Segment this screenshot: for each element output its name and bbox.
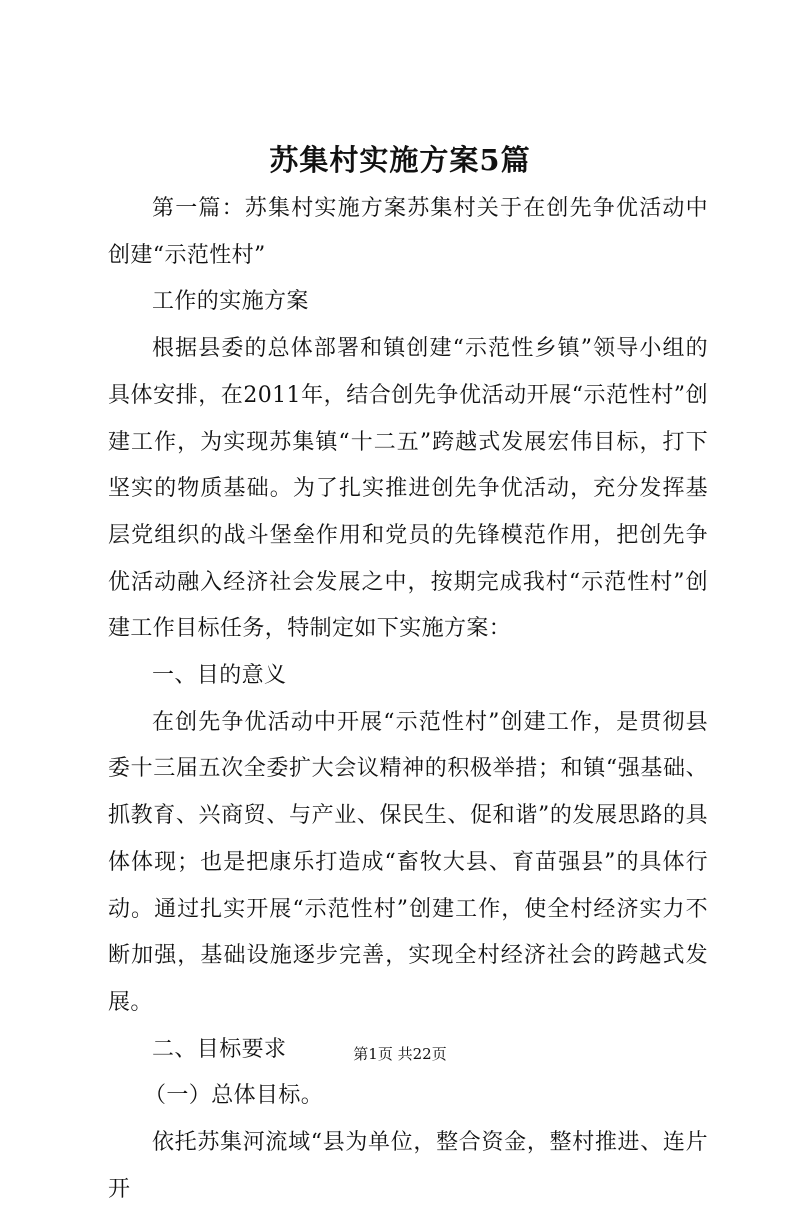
- paragraph-intro: 根据县委的总体部署和镇创建“示范性乡镇”领导小组的具体安排，在2011年，结合创先争优活动开展“示范性村”创建工作，为实现苏集镇“十二五”跨越式发展宏伟目标，打下坚实的物质基础。为了扎实推进创先争优活动，充分发挥基层党组织的战斗堡垒作用和党员的先锋模范作用，把创先争优活动融入经济社会发展之中，按期完成我村“示范性村”创建工作目标任务，特制定如下实施方案：: [108, 336, 708, 642]
- section-heading-purpose: 一、目的意义: [152, 663, 287, 689]
- paragraph-overall-goal: 依托苏集河流域“县为单位，整合资金，整村推进、连片开: [108, 1130, 708, 1202]
- paragraph-purpose: 在创先争优活动中开展“示范性村”创建工作，是贯彻县委十三届五次全委扩大会议精神的积极举措；和镇“强基础、抓教育、兴商贸、与产业、保民生、促和谐”的发展思路的具体体现；也是把康乐打造成“畜牧大县、育苗强县”的具体行动。通过扎实开展“示范性村”创建工作，使全村经济实力不断加强，基础设施逐步完善，实现全村经济社会的跨越式发展。: [108, 709, 708, 1015]
- subsection-heading-overall: （一）总体目标。: [144, 1083, 324, 1109]
- page-number-footer: 第1页 共22页: [353, 1045, 447, 1063]
- paragraph-subheading: 工作的实施方案: [152, 289, 309, 315]
- document-title: 苏集村实施方案5篇: [269, 143, 531, 177]
- section-heading-goals: 二、目标要求: [152, 1036, 287, 1062]
- paragraph-heading-first: 第一篇：苏集村实施方案苏集村关于在创先争优活动中创建“示范性村”: [108, 196, 708, 268]
